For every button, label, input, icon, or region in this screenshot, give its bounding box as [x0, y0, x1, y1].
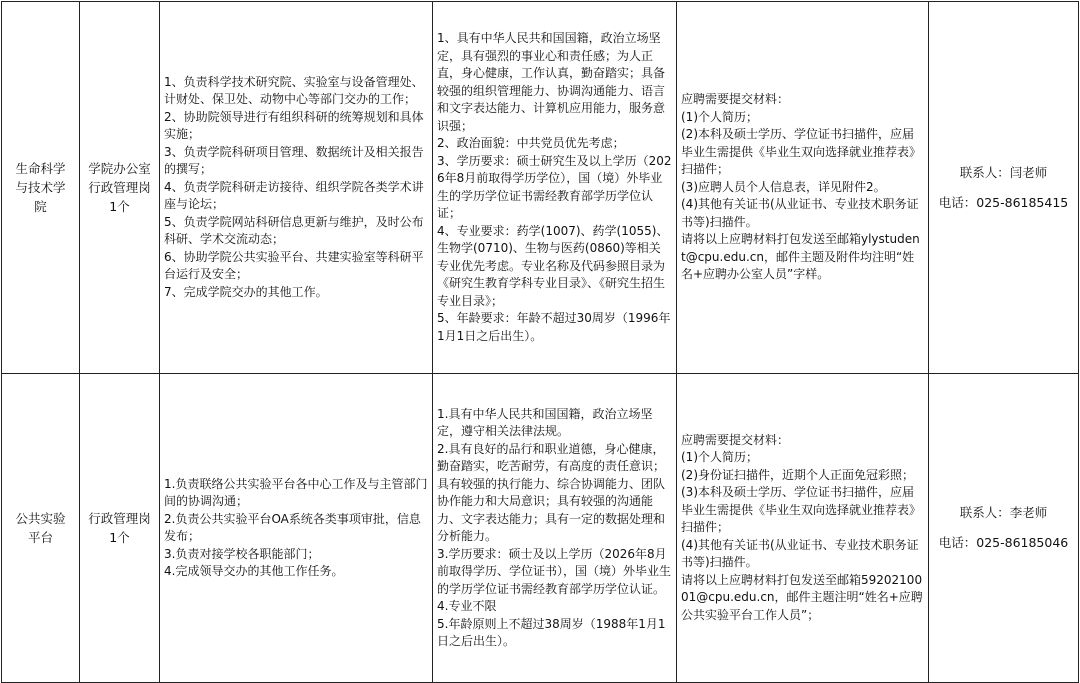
unit-line: 平台 — [27, 530, 53, 545]
material-item: (3)应聘人员个人信息表，详见附件2。 — [681, 179, 886, 194]
material-item: 请将以上应聘材料打包发送至邮箱5920210001@cpu.edu.cn，邮件主题注明“姓名+应聘公共实验平台工作人员”； — [681, 572, 923, 622]
table-row — [2, 374, 1079, 683]
contact-cell — [929, 2, 1079, 374]
requirement-item: 2、政治面貌：中共党员优先考虑； — [437, 136, 625, 150]
material-item: (1)个人简历； — [681, 109, 758, 124]
requirement-item: 1、具有中华人民共和国国籍，政治立场坚定，具有强烈的事业心和责任感；为人正直，身心健康，工作认真，勤奋踏实；具备较强的组织管理能力、协调沟通能力、语言和文字表达能力、计算机应用能力，服务意识强； — [437, 31, 666, 133]
contact-phone: 电话：025-86185046 — [938, 535, 1069, 550]
duty-item: 7、完成学院交办的其他工作。 — [164, 284, 328, 299]
contact-person: 联系人：李老师 — [959, 505, 1048, 520]
requirements-cell — [433, 374, 677, 683]
requirement-item: 3.学历要求：硕士及以上学历（2026年8月前取得学历、学位证书），国（境）外毕业生的学历学位证书需经教育部学历学位认证。 — [437, 546, 672, 596]
unit-line: 公共实验 — [15, 511, 66, 526]
contact-person: 联系人：闫老师 — [959, 164, 1048, 180]
duty-item: 5、负责学院网站科研信息更新与维护，及时公布科研、学术交流动态； — [164, 214, 424, 247]
requirement-item: 5、年龄要求：年龄不超过30周岁（1996年1月1日之后出生）。 — [437, 311, 671, 343]
material-item: 应聘需要提交材料： — [681, 432, 790, 447]
duty-item: 2.负责公共实验平台OA系统各类事项审批，信息发布； — [164, 511, 421, 543]
requirement-item: 1.具有中华人民共和国国籍，政治立场坚定，遵守相关法律法规。 — [437, 406, 653, 438]
recruitment-table — [1, 1, 1079, 683]
requirement-item: 3、学历要求：硕士研究生及以上学历（2026年8月前取得学历学位），国（境）外毕业生的学历学位证书需经教育部学历学位认证； — [437, 153, 672, 220]
requirement-item: 5.年龄原则上不超过38周岁（1988年1月1日之后出生）。 — [437, 616, 666, 648]
material-item: (3)本科及硕士学历、学位证书扫描件，应届毕业生需提供《毕业生双向选择就业推荐表》扫描件； — [681, 485, 922, 535]
requirements-cell — [433, 2, 677, 374]
post-line: 行政管理岗 — [88, 180, 151, 195]
duty-item: 3、负责学院科研项目管理、数据统计及相关报告的撰写； — [164, 144, 424, 177]
contact-cell — [929, 374, 1079, 683]
unit-cell — [2, 374, 80, 683]
material-item: (2)本科及硕士学历、学位证书扫描件，应届毕业生需提供《毕业生双向选择就业推荐表》扫描件； — [681, 127, 922, 177]
post-cell — [80, 374, 160, 683]
materials-cell — [677, 374, 929, 683]
material-item: (4)其他有关证书(从业证书、专业技术职务证书等)扫描件。 — [681, 537, 919, 570]
duties-cell — [160, 374, 433, 683]
post-line: 行政管理岗 — [88, 511, 151, 526]
materials-cell — [677, 2, 929, 374]
duty-item: 3.负责对接学校各职能部门； — [164, 546, 320, 561]
duty-item: 6、协助学院公共实验平台、共建实验室等科研平台运行及安全； — [164, 249, 424, 282]
material-item: (1)个人简历； — [681, 450, 758, 465]
duty-item: 4.完成领导交办的其他工作任务。 — [164, 564, 344, 578]
post-line: 学院办公室 — [88, 161, 151, 176]
duty-item: 4、负责学院科研走访接待、组织学院各类学术讲座与论坛； — [164, 179, 424, 212]
unit-line: 院 — [34, 199, 47, 214]
duty-item: 1、负责科学技术研究院、实验室与设备管理处、计财处、保卫处、动物中心等部门交办的工作； — [164, 74, 424, 107]
duty-item: 2、协助院领导进行有组织科研的统筹规划和具体实施； — [164, 109, 424, 142]
requirement-item: 4.专业不限 — [437, 599, 497, 613]
post-line: 1个 — [109, 199, 130, 214]
material-item: 请将以上应聘材料打包发送至邮箱ylystudent@cpu.edu.cn，邮件主题及附件均注明“姓名+应聘办公室人员”字样。 — [681, 232, 920, 282]
unit-line: 生命科学 — [15, 161, 66, 176]
material-item: 应聘需要提交材料： — [681, 92, 790, 107]
unit-line: 与技术学 — [15, 180, 66, 195]
unit-cell — [2, 2, 80, 374]
material-item: (4)其他有关证书(从业证书、专业技术职务证书等)扫描件。 — [681, 197, 919, 229]
post-cell — [80, 2, 160, 374]
material-item: (2)身份证扫描件，近期个人正面免冠彩照； — [681, 467, 914, 482]
post-line: 1个 — [109, 530, 130, 545]
table-row — [2, 2, 1079, 374]
duty-item: 1.负责联络公共实验平台各中心工作及与主管部门间的协调沟通； — [164, 476, 428, 508]
duties-cell — [160, 2, 433, 374]
requirement-item: 4、专业要求：药学(1007)、药学(1055)、生物学(0710)、生物与医药(0860)等相关专业优先考虑。专业名称及代码参照目录为《研究生教育学科专业目录》、《研究生招生专业目录》； — [437, 223, 669, 308]
contact-phone: 电话：025-86185415 — [938, 194, 1069, 210]
requirement-item: 2.具有良好的品行和职业道德，身心健康，勤奋踏实，吃苦耐劳，有高度的责任意识；具有较强的执行能力、综合协调能力、团队协作能力和大局意识；具有较强的沟通能力、文字表达能力；具有一定的数据处理和分析能力。 — [437, 441, 666, 543]
